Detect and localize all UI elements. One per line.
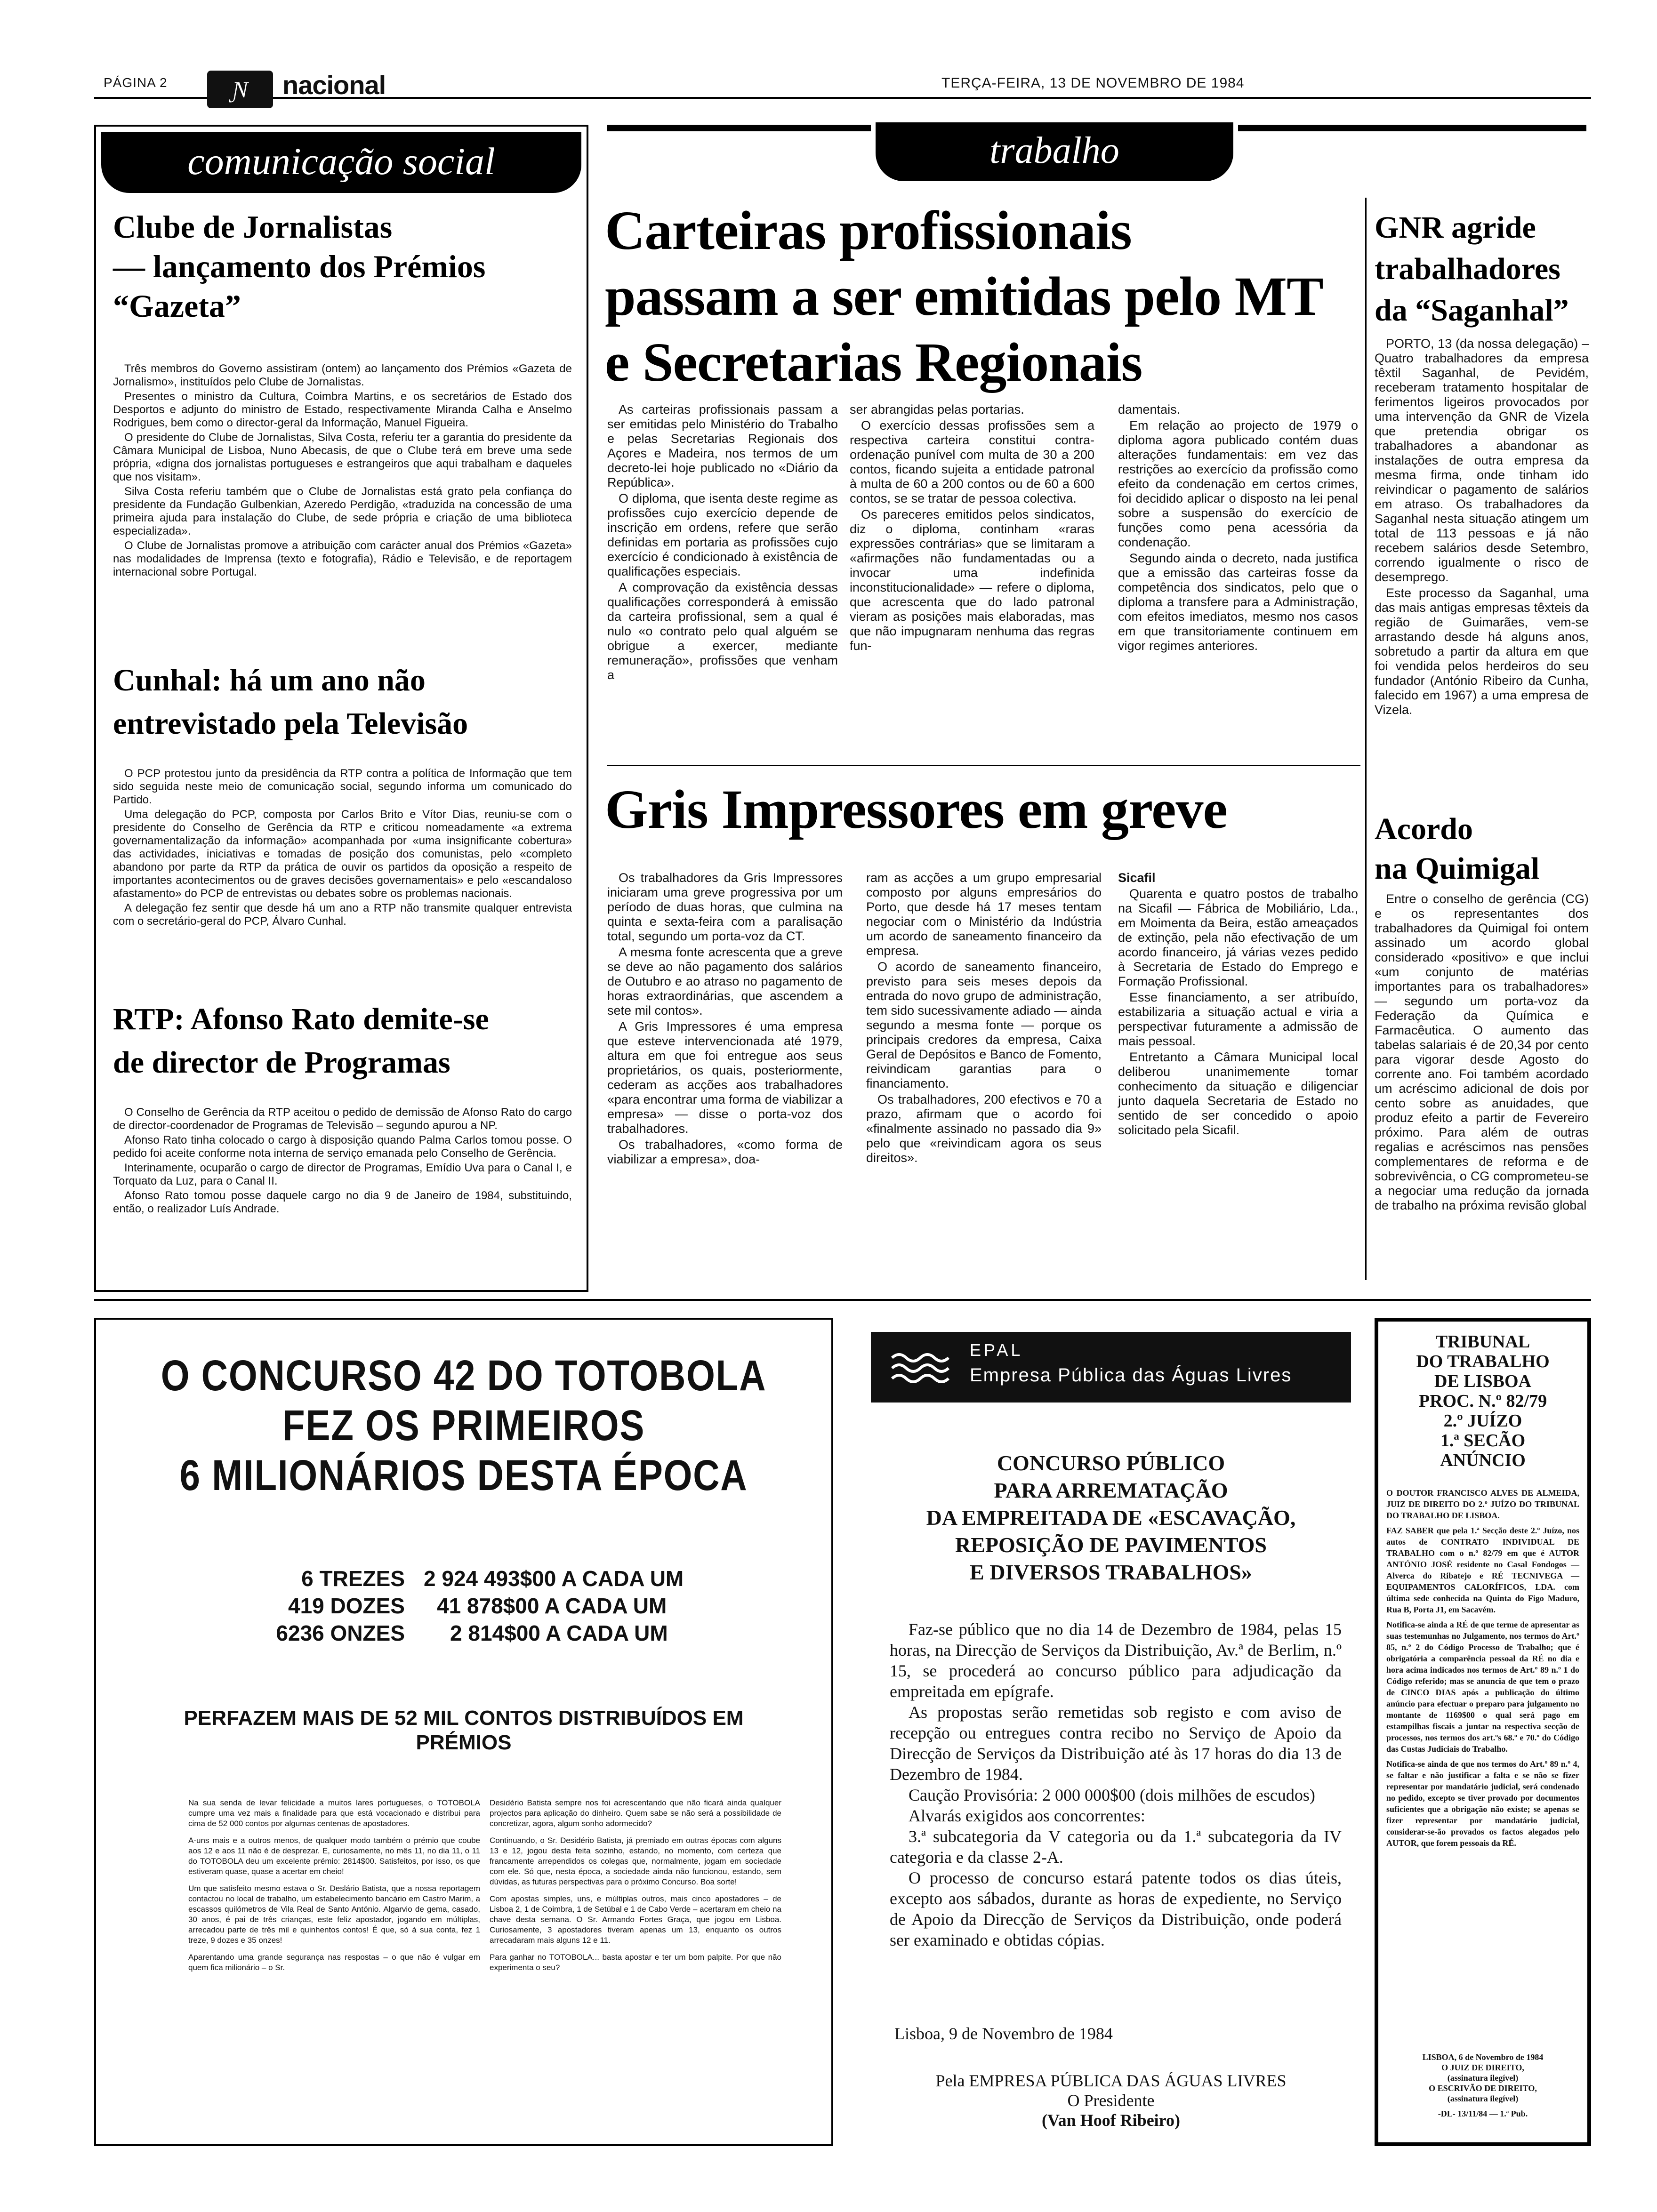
issue-date: TERÇA-FEIRA, 13 DE NOVEMBRO DE 1984 — [941, 75, 1245, 91]
totobola-headline: O CONCURSO 42 DO TOTOBOLA FEZ OS PRIMEIROS 6 MILIONÁRIOS DESTA ÉPOCA — [161, 1352, 767, 1499]
carteiras-column-1: As carteiras profissionais passam a ser emitidas pelo Ministério do Trabalho e pelas Secretarias Regionais dos Açores e Madeira, nos termos de um decreto-lei hoje publicado no «Diário da República». O diploma, que isenta deste regime as profissões cujo exercício depende de inscrição em ordens, refere que serão definidas em portaria as profissões cujo exercício é condicionado à existência de qualificações especiais. A comprovação da existência dessas qualificações corresponderá à emissão da carteira profissional, sem a qual é nulo «o contrato pelo qual alguém se obrigue a exercer, mediante remuneração», profissões que venham a — [607, 402, 838, 682]
totobola-story-right: Desidério Batista sempre nos foi acrescentando que não ficará ainda qualquer projectos para aplicação do dinheiro. Quem sabe se não será a possibilidade de concretizar, agora, algum sonho adormecido? Continuando, o Sr. Desidério Batista, já premiado em outras épocas com alguns 13 e 12, jogou desta feita sozinho, estando, no momento, com certeza que francamente arrependidos os colegas que, normalmente, jogam em sociedade com ele. Só que, nesta época, a sociedade ainda não funcionou, estando, sem dúvidas, as futuras perspectivas para o próximo Concurso. Boa sorte! Com apostas simples, uns, e múltiplas outros, mais cinco apostadores – de Lisboa 2, 1 de Coimbra, 1 de Setúbal e 1 de Cabo Verde – acertaram em cheio na chave desta semana. O Sr. Armando Fortes Graça, que jogou em Lisboa. Curiosamente, 3 apostadores tiveram apenas um 13, enquanto os outros arrecadaram mais alguns 12 e 11. Para ganhar no TOTOBOLA... basta apostar e ter um bom palpite. Por que não experimenta o seu? — [490, 1798, 781, 1972]
section-rule-right — [1238, 125, 1586, 131]
prize-row: 6236 ONZES 2 814$00 A CADA UM — [276, 1621, 668, 1645]
article-body-gnr: PORTO, 13 (da nossa delegação) – Quatro trabalhadores da empresa têxtil Saganhal, de Pevidém, receberam tratamento hospitalar de ferimentos ligeiros provocados por uma intervenção da GNR de Vizela que pretendia obrigar os trabalhadores a abandonar as instalações de outra empresa da mesma firma, onde tinham ido reivindicar o pagamento de salários em atraso. Os trabalhadores da Saganhal nesta situação atingem um total de 113 pessoas e já não recebem salários desde Setembro, correndo igualmente o risco de desemprego. Este processo da Saganhal, uma das mais antigas empresas têxteis da região de Guimarães, vem-se arrastando desde há alguns anos, sobretudo a partir da altura em que foi vendida pelos herdeiros do seu fundador (António Ribeiro da Cunha, falecido em 1967) a uma empresa de Vizela. — [1375, 337, 1589, 717]
epal-brand-full: Empresa Pública das Águas Livres — [970, 1365, 1292, 1386]
epal-header — [871, 1332, 1351, 1403]
tribunal-signature: LISBOA, 6 de Novembro de 1984 O JUIZ DE DIREITO, (assinatura ilegível) O ESCRIVÃO DE DIREITO, (assinatura ilegível) -DL- 13/11/84 — 1.ª Pub. — [1422, 2052, 1544, 2118]
newspaper-logo-icon: Ɲ — [207, 71, 273, 108]
totobola-story-left: Na sua senda de levar felicidade a muitos lares portugueses, o TOTOBOLA cumpre uma vez mais a finalidade para que está vocacionado e distribui para cima de 52 000 contos por algumas centenas de apostadores. A-uns mais e a outros menos, de qualquer modo também o prémio que coube aos 12 e aos 11 não é de desprezar. E, curiosamente, no mês 11, no dia 11, o 11 do TOTOBOLA deu um excelente prémio: 2814$00. Satisfeitos, por isso, os que estiveram quase, quase a acertar em cheio! Um que satisfeito mesmo estava o Sr. Deslário Batista, que a nossa reportagem contactou no local de trabalho, um estabelecimento bancário em Castro Marim, a escassos quilómetros de Vila Real de Santo António. Algarvio de gema, casado, 30 anos, é pai de três crianças, este feliz apostador, jogando em múltiplas, arrecadou parte de três mil e quinhentos contos! É que, só à sua conta, fez 1 treze, 9 dozes e 35 onzes! Aparentando uma grande segurança nas respostas – o que não é vulgar em quem fica milionário – o Sr. — [188, 1798, 480, 1972]
totobola-prize-table — [273, 1565, 791, 1647]
epal-waves-icon — [890, 1348, 960, 1386]
tribunal-title: TRIBUNAL DO TRABALHO DE LISBOA PROC. N.º 82/79 2.º JUÍZO 1.ª SECÃO ANÚNCIO — [1416, 1332, 1550, 1470]
gris-column-2: ram as acções a um grupo empresarial composto por alguns empresários do Porto, que desde há 17 meses tentam negociar com o Ministério da Indústria um acordo de saneamento financeiro da empresa. O acordo de saneamento financeiro, previsto para seis meses depois da entrada do novo grupo de administração, tem sido sucessivamente adiado — ainda segundo a mesma fonte — porque os principais credores da empresa, Caixa Geral de Depósitos e Banco de Fomento, reivindicam garantias para o financiamento. Os trabalhadores, 200 efectivos e 70 a prazo, afirmam que o acordo foi «finalmente assinado no passado dia 9» pelo que «reivindicam agora os seus direitos». — [866, 871, 1102, 1165]
article-headline-gris: Gris Impressores em greve — [605, 778, 1227, 840]
prize-row: 419 DOZES 41 878$00 A CADA UM — [288, 1594, 667, 1618]
gris-column-3: Sicafil Quarenta e quatro postos de trabalho na Sicafil — Fábrica de Mobiliário, Lda., em Moimenta da Beira, estão ameaçados de extinção, pela não efectivação de um acordo financeiro, já várias vezes pedido à Secretaria de Estado do Emprego e Formação Profissional. Esse financiamento, a ser atribuído, estabilizaria a situação actual e viria a perspectivar futuramente a admissão de mais pessoal. Entretanto a Câmara Municipal local deliberou unanimemente tomar conhecimento da situação e diligenciar junto daquela Secretaria de Estado no sentido de ser concedido o apoio solicitado pela Sicafil. — [1118, 871, 1358, 1137]
prize-row: 6 TREZES 2 924 493$00 A CADA UM — [301, 1566, 684, 1591]
epal-place-date: Lisboa, 9 de Novembro de 1984 — [894, 2024, 1113, 2043]
epal-body: Faz-se público que no dia 14 de Dezembro de 1984, pelas 15 horas, na Direcção de Serviços da Distribuição, Av.ª de Berlim, n.º 15, se procederá ao concurso público para adjudicação da empreitada em epígrafe. As propostas serão remetidas sob registo e com aviso de recepção ou entregues contra recibo no Serviço de Apoio da Direcção de Serviços da Distribuição até às 17 horas do dia 13 de Dezembro de 1984. Caução Provisória: 2 000 000$00 (dois milhões de escudos) Alvarás exigidos aos concorrentes: 3.ª subcategoria da V categoria ou da 1.ª subcategoria da IV categoria e da classe 2-A. O processo de concurso estará patente todos os dias úteis, excepto aos sábados, durante as horas de expediente, no Serviço de Apoio da Direcção de Serviços da Distribuição, onde poderá ser examinado e obtidas cópias. — [890, 1620, 1342, 1949]
epal-brand: EPAL — [970, 1340, 1023, 1360]
article-body-rtp: O Conselho de Gerência da RTP aceitou o pedido de demissão de Afonso Rato do cargo de director-coordenador de Programas de Televisão – segundo apurou a NP. Afonso Rato tinha colocado o cargo à disposição quando Palma Carlos tomou posse. O pedido foi aceite conforme nota interna de serviço emanada pelo Conselho de Gerência. Interinamente, ocuparão o cargo de director de Programas, Emídio Uva para o Canal I, e Torquato da Luz, para o Canal II. Afonso Rato tomou posse daquele cargo no dia 9 de Janeiro de 1984, substituindo, então, o realizador Luís Andrade. — [113, 1106, 572, 1215]
article-headline-clube: Clube de Jornalistas — lançamento dos Prémios “Gazeta” — [113, 209, 486, 324]
section-rule-left — [607, 125, 871, 131]
gris-column-1: Os trabalhadores da Gris Impressores iniciaram uma greve progressiva por um período de duas horas, que culmina na quinta e sexta-feira com a paralisação total, segundo um porta-voz da CT. A mesma fonte acrescenta que a greve se deve ao não pagamento dos salários de Outubro e ao atraso no pagamento de horas extraordinárias, que ascendem a sete mil contos». A Gris Impressores é uma empresa que esteve intervencionada até 1979, altura em que foi entregue aos seus proprietários, os quais, posteriormente, cederam as acções aos trabalhadores «para encontrar uma forma de viabilizar a empresa» — disse o porta-voz dos trabalhadores. Os trabalhadores, «como forma de viabilizar a empresa», doa- — [607, 871, 843, 1166]
totobola-total: PERFAZEM MAIS DE 52 MIL CONTOS DISTRIBUÍDOS EM PRÉMIOS — [184, 1707, 744, 1754]
article-headline-quimigal: Acordo na Quimigal — [1375, 812, 1540, 886]
carteiras-column-3: damentais. Em relação ao projecto de 1979 o diploma agora publicado contém duas alterações fundamentais: em vez das restrições ao exercício da profissão como efeito da condenação em certos crimes, foi decidido aplicar o disposto na lei penal sobre a suspensão do exercício de funções como pena acessória da condenação. Segundo ainda o decreto, nada justifica que a emissão das carteiras fosse da competência dos sindicatos, pelo que o diploma a transfere para a Administração, com efeitos imediatos, mesmo nos casos em que transitoriamente continuem em vigor regimes anteriores. — [1118, 402, 1358, 653]
article-body-cunhal: O PCP protestou junto da presidência da RTP contra a política de Informação que tem sido seguida neste meio de comunicação social, segundo informa um comunicado do Partido. Uma delegação do PCP, composta por Carlos Brito e Vítor Dias, reuniu-se com o presidente do Conselho de Gerência da RTP e criticou nomeadamente «a extrema governamentalização da informação» acompanhada por «uma insignificante cobertura» das actividades, iniciativas e tomadas de posição dos comunistas, pelo «completo abandono por parte da RTP da prática de ouvir os partidos da oposição a respeito de importantes acontecimentos ou de graves decisões governamentais» e pelo «escandaloso afastamento» do PCP de entrevistas ou debates sobre os problemas nacionais. A delegação fez sentir que desde há um ano a RTP não transmite qualquer entrevista com o secretário-geral do PCP, Álvaro Cunhal. — [113, 767, 572, 928]
article-body-clube: Três membros do Governo assistiram (ontem) ao lançamento dos Prémios «Gazeta de Jornalismo», instituídos pelo Clube de Jornalistas. Presentes o ministro da Cultura, Coimbra Martins, e os secretários de Estado dos Desportos e adjunto do ministro de Estado, respectivamente Miranda Calha e Anselmo Rodrigues, bem como o director-geral da Informação, Manuel Figueira. O presidente do Clube de Jornalistas, Silva Costa, referiu ter a garantia do presidente da Câmara Municipal de Lisboa, Nuno Abecasis, de que o Clube terá em breve uma sede própria, «digna dos jornalistas portugueses e estrangeiros que aqui trabalham e daqueles que nos visitam». Silva Costa referiu também que o Clube de Jornalistas está grato pela confiança do presidente da Fundação Gulbenkian, Azeredo Perdigão, «traduzida na concessão de uma primeira ajuda para instalação do Clube, de sede própria e criação de uma biblioteca especializada». O Clube de Jornalistas promove a atribuição com carácter anual dos Prémios «Gazeta» nas modalidades de Imprensa (texto e fotografia), Rádio e Televisão, e de reportagem internacional sobre Portugal. — [113, 362, 572, 578]
divider — [94, 1299, 1591, 1301]
article-headline-rtp: RTP: Afonso Rato demite-se de director de Programas — [113, 1002, 489, 1080]
article-body-quimigal: Entre o conselho de gerência (CG) e os representantes dos trabalhadores da Quimigal foi ontem assinado um acordo global considerado «positivo» e que inclui «um conjunto de matérias importantes para os trabalhadores» — segundo um porta-voz da Federação da Química e Farmacêutica. O aumento das tabelas salariais é de 20,34 por cento para vigorar desde Agosto do corrente ano. Foi também acordado um acréscimo adicional de dois por cento sobre as anuidades, que produz efeito a partir de Fevereiro próximo. Para além de outras regalias e acréscimos nas pensões complementares de reforma e de sobrevivência, o CG comprometeu-se a negociar uma redução da jornada de trabalho na próxima revisão global — [1375, 892, 1589, 1212]
page-number: PÁGINA 2 — [104, 75, 168, 90]
epal-signature: Pela EMPRESA PÚBLICA DAS ÁGUAS LIVRES O Presidente (Van Hoof Ribeiro) — [935, 2071, 1287, 2130]
section-banner-comunicacao: comunicação social — [101, 132, 581, 193]
tribunal-body: O DOUTOR FRANCISCO ALVES DE ALMEIDA, JUIZ DE DIREITO DO 2.º JUÍZO DO TRIBUNAL DO TRABALHO DE LISBOA. FAZ SABER que pela 1.ª Secção deste 2.º Juízo, nos autos de CONTRATO INDIVIDUAL DE TRABALHO com o n.º 82/79 em que é AUTOR ANTÓNIO JOSÉ residente no Casal Fondogos — Alverca do Ribatejo e RÉ TECNIVEGA — EQUIPAMENTOS CALORÍFICOS, LDA. com última sede conhecida na Quinta do Figo Maduro, Rua B, Porta J1, em Sacavém. Notifica-se ainda a RÉ de que terme de apresentar as suas testemunhas no Julgamento, nos termos do Art.º 85, n.º 2 do Código Processo de Trabalho; que é obrigatória a comparência pessoal da RÉ no dia e hora acima indicados nos termos de Art.º 89 n.º 1 do Código referido; mas se anuncia de que tem o prazo de CINCO DIAS após a publicação do último anúncio para efectuar o preparo para julgamento no montante de 1169$00 o qual será pago em estampilhas fiscais a juntar na respectiva secção de processos, nos termos dos art.ºs 68.º e 70.º do Código das Custas Judiciais do Trabalho. Notifica-se ainda de que nos termos do Art.º 89 n.º 4, se faltar e não justificar a falta e se não se fizer representar por mandatário judicial, será condenado no pedido, excepto se tiver provado por documentos suficientes que a obrigação não existe; se apenas se fizer representar por mandatário judicial, considerar-se-ão provados os factos alegados pelo AUTOR, que forem pessoais da RÉ. — [1386, 1488, 1579, 1848]
carteiras-column-2: ser abrangidas pelas portarias. O exercício dessas profissões sem a respectiva carteira constitui contra-ordenação punível com multa de 30 a 200 contos, ficando sujeita a entidade patronal à multa de 60 a 200 contos ou de 60 a 600 contos, se se tratar de pessoa colectiva. Os pareceres emitidos pelos sindicatos, diz o diploma, continham «raras expressões contrárias» que se limitaram a «afirmações não fundamentadas ou a invocar uma indefinida inconstitucionalidade» — refere o diploma, que acrescenta que do lado patronal vieram as posições mais elaboradas, mas que não impugnaram nenhuma das regras fun- — [850, 402, 1094, 653]
section-name: nacional — [282, 70, 386, 100]
article-headline-cunhal: Cunhal: há um ano não entrevistado pela Televisão — [113, 663, 468, 741]
article-headline-carteiras: Carteiras profissionais passam a ser emitidas pelo MT e Secretarias Regionais — [605, 200, 1323, 393]
article-headline-gnr: GNR agride trabalhadores da “Saganhal” — [1375, 210, 1569, 328]
divider — [607, 765, 1360, 766]
section-banner-trabalho: trabalho — [876, 122, 1233, 181]
column-rule — [1365, 198, 1367, 1280]
epal-title: CONCURSO PÚBLICO PARA ARREMATAÇÃO DA EMPREITADA DE «ESCAVAÇÃO, REPOSIÇÃO DE PAVIMENTOS E DIVERSOS TRABALHOS» — [926, 1451, 1296, 1584]
